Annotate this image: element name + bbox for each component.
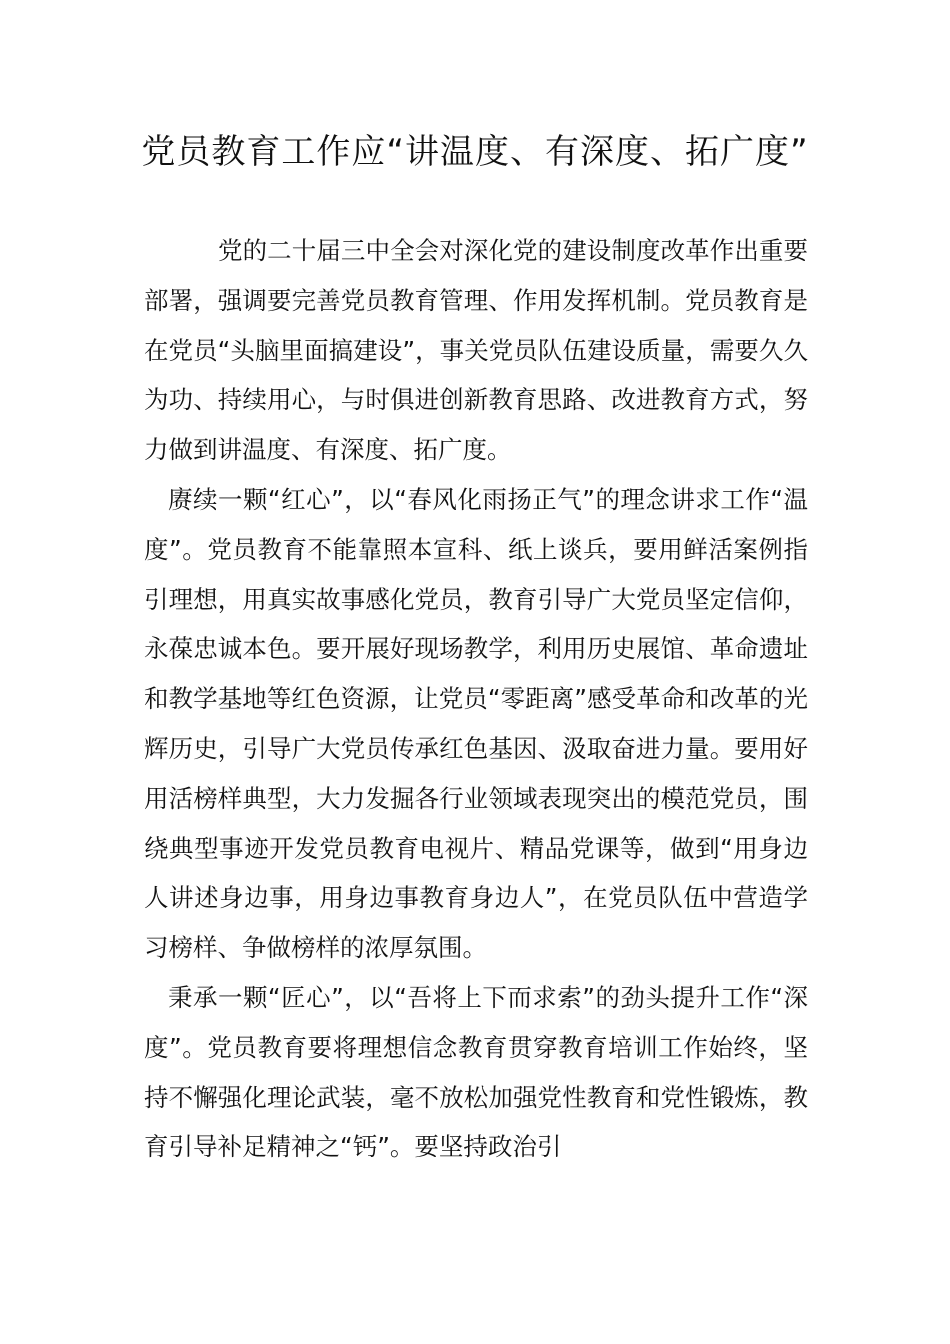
- paragraph-intro: 党的二十届三中全会对深化党的建设制度改革作出重要部署，强调要完善党员教育管理、作用发挥机制。党员教育是在党员“头脑里面搞建设”，事关党员队伍建设质量，需要久久为功、持续用心，与时俱进创新教育思路、改进教育方式，努力做到讲温度、有深度、拓广度。: [144, 236, 808, 465]
- article-body: [144, 226, 808, 1172]
- page-title: 党员教育工作应“讲温度、有深度、拓广度”: [141, 132, 809, 172]
- paragraph-depth: 秉承一颗“匠心”，以“吾将上下而求索”的劲头提升工作“深度”。党员教育要将理想信念教育贯穿教育培训工作始终，坚持不懈强化理论武装，毫不放松加强党性教育和党性锻炼，教育引导补足精神之“钙”。要坚持政治引: [144, 982, 808, 1162]
- paragraph-warmth: 赓续一颗“红心”，以“春风化雨扬正气”的理念讲求工作“温度”。党员教育不能靠照本宣科、纸上谈兵，要用鲜活案例指引理想，用真实故事感化党员，教育引导广大党员坚定信仰，永葆忠诚本色。要开展好现场教学，利用历史展馆、革命遗址和教学基地等红色资源，让党员“零距离”感受革命和改革的光辉历史，引导广大党员传承红色基因、汲取奋进力量。要用好用活榜样典型，大力发掘各行业领域表现突出的模范党员，围绕典型事迹开发党员教育电视片、精品党课等，做到“用身边人讲述身边事，用身边事教育身边人”，在党员队伍中营造学习榜样、争做榜样的浓厚氛围。: [144, 484, 808, 963]
